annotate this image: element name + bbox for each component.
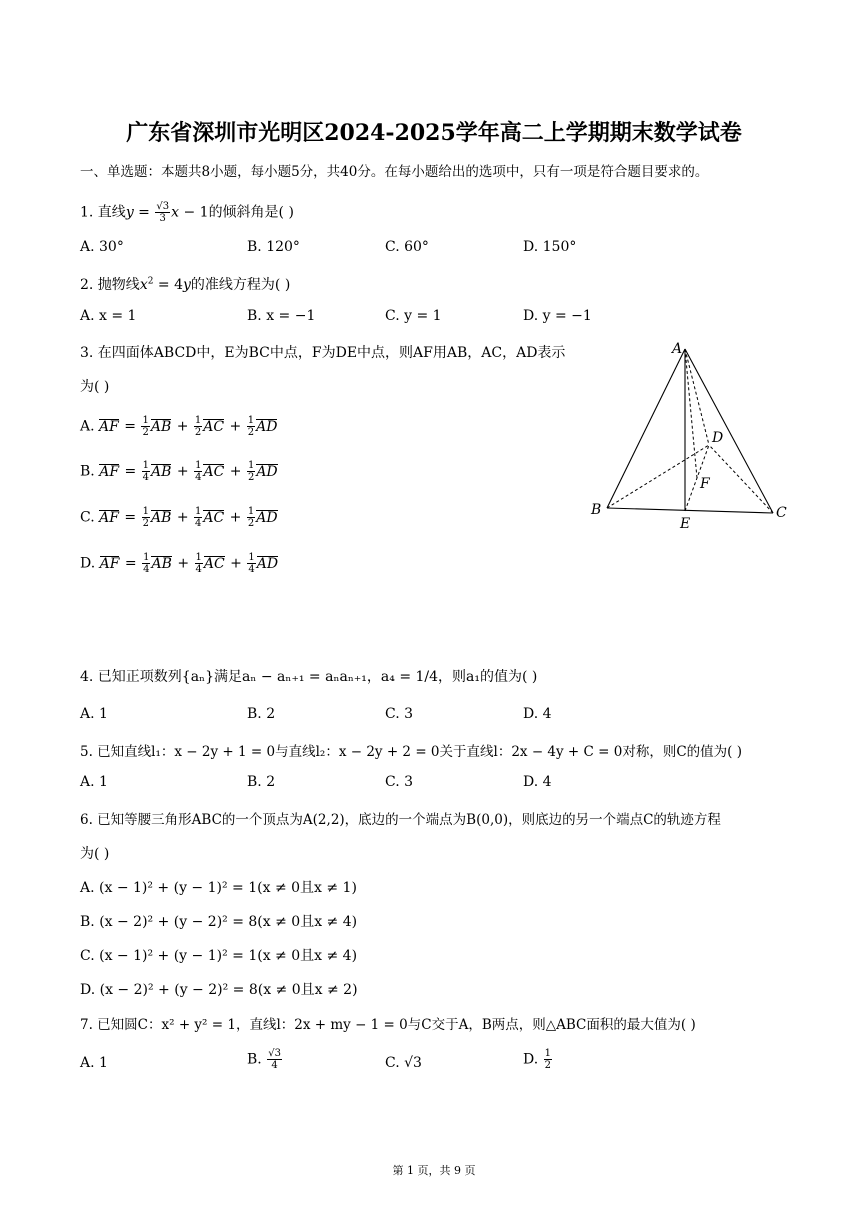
- question-4-stem: 4. 已知正项数列{aₙ}满足aₙ − aₙ₊₁ = aₙaₙ₊₁，a₄ = 1/4，则a₁的值为( ): [80, 669, 538, 685]
- question-6-option-d[interactable]: D. (x − 2)² + (y − 2)² = 8(x ≠ 0且x ≠ 2): [80, 982, 358, 998]
- question-4-option-a[interactable]: A. 1: [80, 706, 108, 722]
- question-4-option-d[interactable]: D. 4: [523, 706, 552, 722]
- question-2-option-c[interactable]: C. y = 1: [385, 308, 442, 324]
- question-6-stem: 6. 已知等腰三角形ABC的一个顶点为A(2,2)，底边的一个端点为B(0,0)，则底边的另一个端点C的轨迹方程: [80, 812, 721, 828]
- question-6-option-c[interactable]: C. (x − 1)² + (y − 1)² = 1(x ≠ 0且x ≠ 4): [80, 948, 358, 964]
- question-2-option-a[interactable]: A. x = 1: [80, 308, 137, 324]
- question-4-option-b[interactable]: B. 2: [247, 706, 276, 722]
- edge-cd: [709, 445, 773, 513]
- question-3-stem: 3. 在四面体ABCD中，E为BC中点，F为DE中点，则AF用AB，AC，AD表示: [80, 345, 566, 361]
- page-footer: 第 1 页，共 9 页: [392, 1164, 476, 1177]
- label-a: A: [672, 341, 683, 357]
- question-2-option-d[interactable]: D. y = −1: [523, 308, 592, 324]
- question-6-option-a[interactable]: A. (x − 1)² + (y − 1)² = 1(x ≠ 0且x ≠ 1): [80, 880, 357, 896]
- label-c: C: [776, 505, 787, 521]
- question-3-option-b[interactable]: B. AF = $\frac{1}{4}$ AB + $\frac{1}{4}$ AC + $\frac{1}{2}$ AD: [80, 460, 278, 483]
- question-5-option-a[interactable]: A. 1: [80, 774, 108, 790]
- page-title: 广东省深圳市光明区2024-2025学年高二上学期期末数学试卷: [126, 120, 742, 146]
- question-3-stem-cont: 为( ): [80, 379, 110, 395]
- question-5-stem: 5. 已知直线l₁：x − 2y + 1 = 0与直线l₂：x − 2y + 2 = 0关于直线l：2x − 4y + C = 0对称，则C的值为( ): [80, 744, 743, 760]
- question-2-option-b[interactable]: B. x = −1: [247, 308, 316, 324]
- question-1-option-c[interactable]: C. 60°: [385, 239, 429, 255]
- question-2-stem: 2. 抛物线$x^2 = 4y$的准线方程为( ): [80, 276, 291, 293]
- question-5-option-c[interactable]: C. 3: [385, 774, 414, 790]
- question-4-option-c[interactable]: C. 3: [385, 706, 414, 722]
- question-5-option-d[interactable]: D. 4: [523, 774, 552, 790]
- question-1-stem: 1. 直线y = $\frac{√3}{3}$ x − 1的倾斜角是( ): [80, 201, 294, 224]
- section-header: 一、单选题：本题共8小题，每小题5分，共40分。在每小题给出的选项中，只有一项是符合题目要求的。: [80, 164, 709, 180]
- question-7-option-d[interactable]: D. $\frac{1}{2}$: [523, 1048, 552, 1071]
- question-6-option-b[interactable]: B. (x − 2)² + (y − 2)² = 8(x ≠ 0且x ≠ 4): [80, 914, 358, 930]
- edge-ad: [685, 349, 709, 445]
- label-d: D: [712, 430, 724, 446]
- tetrahedron-figure: [585, 335, 795, 530]
- question-1-option-a[interactable]: A. 30°: [80, 239, 124, 255]
- question-7-stem: 7. 已知圆C：x² + y² = 1，直线l：2x + my − 1 = 0与C交于A，B两点，则△ABC面积的最大值为( ): [80, 1017, 696, 1033]
- edge-bc: [607, 508, 773, 513]
- question-6-stem-cont: 为( ): [80, 846, 110, 862]
- question-3-option-d[interactable]: D. AF = $\frac{1}{4}$ AB + $\frac{1}{4}$ AC + $\frac{1}{4}$ AD: [80, 552, 279, 575]
- question-3-option-a[interactable]: A. AF = $\frac{1}{2}$ AB + $\frac{1}{2}$ AC + $\frac{1}{2}$ AD: [80, 415, 278, 438]
- question-5-option-b[interactable]: B. 2: [247, 774, 276, 790]
- edge-ac: [685, 349, 773, 513]
- label-e: E: [680, 516, 691, 530]
- question-7-option-b[interactable]: B. $\frac{√3}{4}$: [247, 1048, 281, 1071]
- question-1-option-b[interactable]: B. 120°: [247, 239, 300, 255]
- question-7-option-a[interactable]: A. 1: [80, 1055, 108, 1071]
- question-7-option-c[interactable]: C. √3: [385, 1055, 422, 1071]
- question-1-option-d[interactable]: D. 150°: [523, 239, 577, 255]
- label-f: F: [700, 476, 710, 492]
- question-3-option-c[interactable]: C. AF = $\frac{1}{2}$ AB + $\frac{1}{4}$ AC + $\frac{1}{2}$ AD: [80, 506, 278, 529]
- label-b: B: [591, 502, 602, 518]
